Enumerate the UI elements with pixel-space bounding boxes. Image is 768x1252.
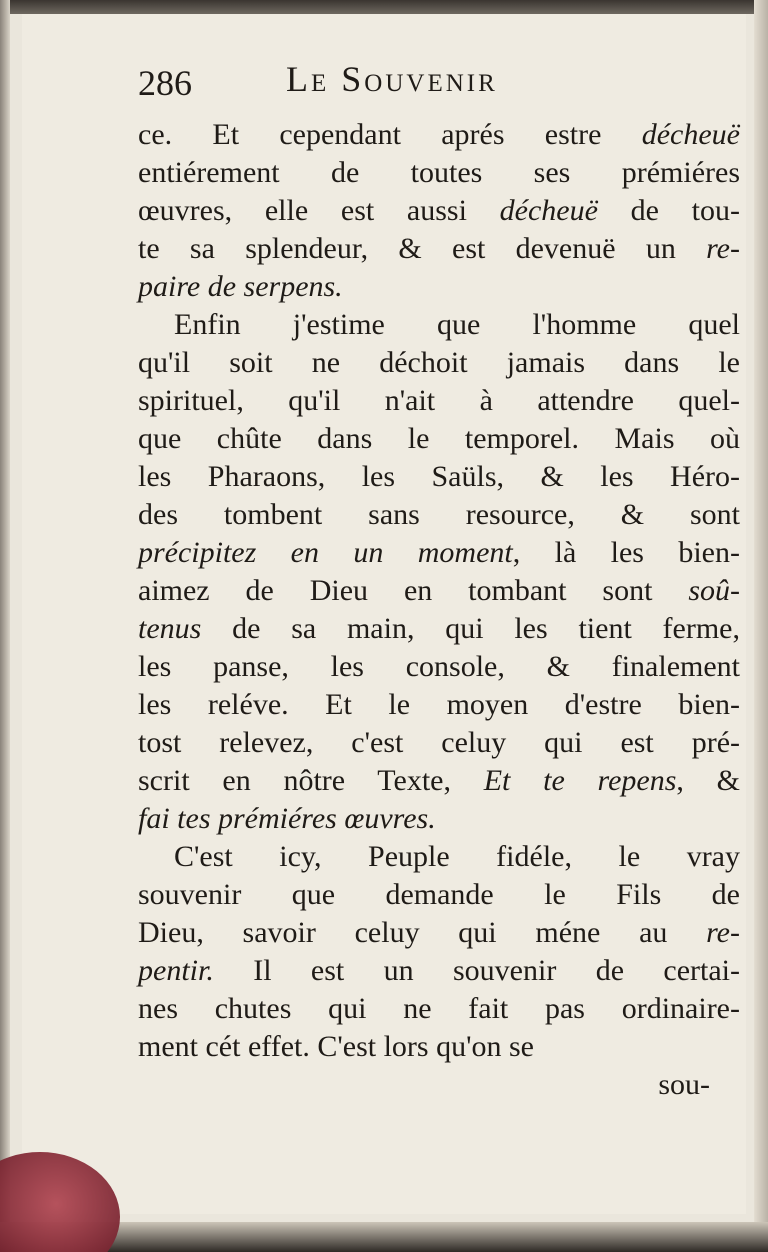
roman-text: que chûte dans le temporel. Mais où [138, 422, 740, 455]
roman-text: les panse, les console, & finalement [138, 650, 740, 683]
roman-text: tost relevez, c'est celuy qui est pré- [138, 726, 740, 759]
roman-text: les reléve. Et le moyen d'estre bien- [138, 688, 740, 721]
catchword: sou- [658, 1068, 710, 1101]
text-line [138, 762, 740, 800]
roman-text: œuvres, elle est aussi [138, 194, 500, 227]
text-line [138, 572, 740, 610]
page-header [138, 54, 740, 116]
text-body [138, 116, 740, 1066]
roman-text: souvenir que demande le Fils de [138, 878, 740, 911]
italic-text: soû- [688, 574, 740, 607]
text-line [138, 116, 740, 154]
roman-text: te sa splendeur, & est devenuë un [138, 232, 707, 265]
page-number: 286 [138, 63, 192, 103]
roman-text: aimez de Dieu en tombant sont [138, 574, 689, 607]
text-line [138, 648, 740, 686]
text-line [138, 458, 740, 496]
roman-text: ce. Et cependant aprés estre [138, 118, 642, 151]
roman-text: spirituel, qu'il n'ait à attendre quel- [138, 384, 740, 417]
page-content [138, 54, 740, 1104]
text-line [138, 306, 740, 344]
text-line [138, 496, 740, 534]
text-line [138, 344, 740, 382]
roman-text: les Pharaons, les Saüls, & les Héro- [138, 460, 740, 493]
roman-text: Dieu, savoir celuy qui méne au [138, 916, 707, 949]
text-line [138, 534, 740, 572]
roman-text: Enfin j'estime que l'homme quel [174, 308, 740, 341]
scan-top-edge [0, 0, 768, 14]
roman-text: de sa main, qui les tient ferme, [201, 612, 740, 645]
text-line [138, 724, 740, 762]
text-line [138, 800, 740, 838]
text-line [138, 382, 740, 420]
roman-text: , là les bien- [512, 536, 740, 569]
text-line [138, 952, 740, 990]
running-title: Le Souvenir [286, 59, 498, 99]
roman-text: scrit en nôtre Texte, [138, 764, 484, 797]
text-line [138, 686, 740, 724]
italic-text: précipitez en un moment [138, 536, 513, 569]
roman-text: C'est icy, Peuple fidéle, le vray [174, 840, 740, 873]
roman-text: , & [676, 764, 740, 797]
roman-text: ment cét effet. C'est lors qu'on se [138, 1030, 534, 1063]
text-line [138, 876, 740, 914]
text-line [138, 230, 740, 268]
scan-right-edge [754, 0, 768, 1252]
text-line [138, 1028, 740, 1066]
roman-text: entiérement de toutes ses prémiéres [138, 156, 740, 189]
scan-left-edge [0, 0, 10, 1252]
italic-text: fai tes prémiéres œuvres. [138, 802, 436, 835]
roman-text: de tou- [597, 194, 740, 227]
italic-text: décheuë [641, 118, 740, 151]
italic-text: Et te repens [483, 764, 677, 797]
text-line [138, 610, 740, 648]
italic-text: re- [706, 916, 740, 949]
text-line [138, 838, 740, 876]
text-line [138, 154, 740, 192]
italic-text: paire de serpens. [138, 270, 343, 303]
roman-text: Il est un souvenir de certai- [213, 954, 740, 987]
roman-text: nes chutes qui ne fait pas ordinaire- [138, 992, 740, 1025]
italic-text: décheuë [499, 194, 598, 227]
text-line [138, 268, 740, 306]
roman-text: qu'il soit ne déchoit jamais dans le [138, 346, 740, 379]
text-line [138, 192, 740, 230]
italic-text: tenus [138, 612, 202, 645]
text-line [138, 914, 740, 952]
roman-text: des tombent sans resource, & sont [138, 498, 740, 531]
text-line [138, 420, 740, 458]
book-page [22, 14, 746, 1214]
text-line [138, 990, 740, 1028]
italic-text: re- [706, 232, 740, 265]
italic-text: pentir. [138, 954, 214, 987]
